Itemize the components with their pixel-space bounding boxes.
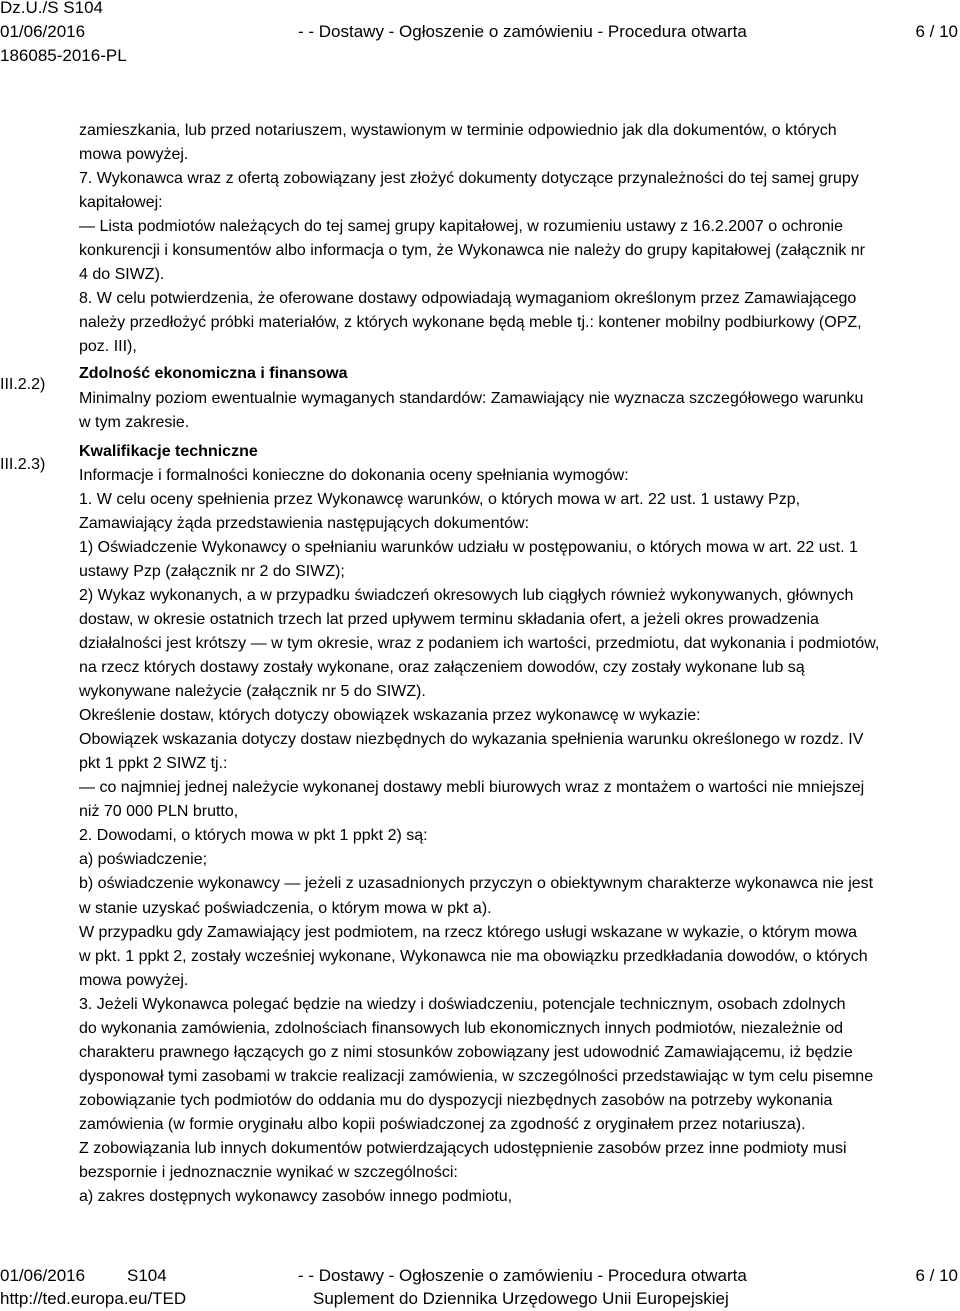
text-line: Obowiązek wskazania dotyczy dostaw niezbędnych do wykazania spełnienia warunku określonego w rozdz. IV [79,731,864,749]
text-line: w tym zakresie. [79,413,190,431]
text-line: Minimalny poziom ewentualnie wymaganych standardów: Zamawiający nie wyznacza szczegółowego warunku [79,389,864,407]
text-line: mowa powyżej. [79,146,189,164]
text-line: — Lista podmiotów należących do tej samej grupy kapitałowej, w rozumieniu ustawy z 16.2.2007 o ochronie [79,218,843,236]
text-line: bezspornie i jednoznacznie wynikać w szczególności: [79,1164,458,1182]
text-line: działalności jest krótszy — w tym okresie, wraz z podaniem ich wartości, przedmiotu, dat wykonania i podmiotów, [79,634,880,652]
text-line: charakteru prawnego łączących go z nimi stosunków zobowiązany jest udowodnić Zamawiającemu, iż będzie [79,1043,853,1061]
text-line: 7. Wykonawca wraz z ofertą zobowiązany jest złożyć dokumenty dotyczące przynależności do tej samej grupy [79,170,859,188]
text-line: konkurencji i konsumentów albo informacja o tym, że Wykonawca nie należy do grupy kapitałowej (załącznik nr [79,242,865,260]
text-line: Informacje i formalności konieczne do dokonania oceny spełniania wymogów: [79,466,629,484]
header-notice-id: 186085-2016-PL [0,46,127,65]
section-heading-technical: Kwalifikacje techniczne [79,442,258,460]
text-line: do wykonania zamówienia, zdolnościach finansowych lub ekonomicznych innych podmiotów, niezależnie od [79,1019,843,1037]
header-title: - - Dostawy - Ogłoszenie o zamówieniu - Procedura otwarta [298,22,747,41]
text-line: zamieszkania, lub przed notariuszem, wystawionym w terminie odpowiednio jak dla dokumentów, o których [79,122,837,139]
text-line: W przypadku gdy Zamawiający jest podmiotem, na rzecz którego usługi wskazane w wykazie, o którym mowa [79,923,858,941]
text-line: Określenie dostaw, których dotyczy obowiązek wskazania przez wykonawcę w wykazie: [79,707,701,725]
text-line: należy przedłożyć próbki materiałów, z których wykonane będą meble tj.: kontener mobilny podbiurkowy (OPZ, [79,314,862,332]
section-heading-economic: Zdolność ekonomiczna i finansowa [79,365,348,383]
text-line: dysponował tymi zasobami w trakcie realizacji zamówienia, w szczególności przedstawiając w tym celu pisemne [79,1067,874,1085]
text-line: 8. W celu potwierdzenia, że oferowane dostawy odpowiadają wymaganiom określonym przez Zamawiającego [79,290,857,308]
text-line: a) zakres dostępnych wykonawcy zasobów innego podmiotu, [79,1188,513,1206]
text-line: ustawy Pzp (załącznik nr 2 do SIWZ); [79,562,345,580]
text-line: mowa powyżej. [79,971,189,989]
footer-title: - - Dostawy - Ogłoszenie o zamówieniu - Procedura otwarta [298,1266,747,1285]
footer-url[interactable]: http://ted.europa.eu/TED [0,1289,187,1308]
text-line: zobowiązanie tych podmiotów do oddania mu do dyspozycji niezbędnych zasobów na potrzeby wykonania [79,1091,833,1109]
section-number-iii-2-2: III.2.2) [0,376,46,393]
text-line: pkt 1 ppkt 2 SIWZ tj.: [79,755,228,773]
text-line: zamówienia (w formie oryginału albo kopii poświadczonej za zgodność z oryginałem przez notariusza). [79,1115,806,1133]
text-line: 4 do SIWZ). [79,266,165,284]
header-page-number: 6 / 10 [915,22,958,41]
text-line: a) poświadczenie; [79,851,208,869]
text-line: dostaw, w okresie ostatnich trzech lat przed upływem terminu składania ofert, a jeżeli okres prowadzenia [79,610,819,628]
text-line: 2) Wykaz wykonanych, a w przypadku świadczeń okresowych lub ciągłych również wykonywanych, głównych [79,586,854,604]
text-line: Z zobowiązania lub innych dokumentów potwierdzających udostępnienie zasobów przez inne podmioty musi [79,1139,847,1157]
text-line: niż 70 000 PLN brutto, [79,803,239,821]
text-line: — co najmniej jednej należycie wykonanej dostawy mebli biurowych wraz z montażem o wartości nie mniejszej [79,779,865,797]
text-line: w pkt. 1 ppkt 2, zostały wcześniej wykonane, Wykonawca nie ma obowiązku przedkładania dowodów, o których [79,947,868,965]
text-line: b) oświadczenie wykonawcy — jeżeli z uzasadnionych przyczyn o obiektywnym charakterze wykonawca nie jest [79,875,874,893]
text-line: Zamawiający żąda przedstawienia następujących dokumentów: [79,514,530,532]
page-footer [0,1264,960,1311]
text-line: w stanie uzyskać poświadczenia, o którym mowa w pkt a). [79,899,492,917]
header-date: 01/06/2016 [0,22,86,41]
text-line: 2. Dowodami, o których mowa w pkt 1 ppkt 2) są: [79,827,428,845]
text-line: poz. III), [79,338,137,356]
page-header [0,0,960,70]
text-line: 1) Oświadczenie Wykonawcy o spełnianiu warunków udziału w postępowaniu, o których mowa w art. 22 ust. 1 [79,538,858,556]
footer-supplement: Suplement do Dziennika Urzędowego Unii Europejskiej [313,1289,729,1308]
document-body [79,119,953,1209]
text-line: kapitałowej: [79,194,163,212]
text-line: 3. Jeżeli Wykonawca polegać będzie na wiedzy i doświadczeniu, potencjale technicznym, osobach zdolnych [79,995,846,1013]
text-line: 1. W celu oceny spełnienia przez Wykonawcę warunków, o których mowa w art. 22 ust. 1 ustawy Pzp, [79,490,801,508]
footer-date: 01/06/2016 [0,1266,86,1285]
footer-page-number: 6 / 10 [915,1266,958,1285]
text-line: na rzecz których dostawy zostały wykonane, oraz załączeniem dowodów, czy zostały wykonane lub są [79,659,805,677]
header-doc-ref: Dz.U./S S104 [0,0,103,17]
footer-code: S104 [127,1266,167,1285]
text-line: wykonywane należycie (załącznik nr 5 do SIWZ). [79,683,426,701]
section-number-iii-2-3: III.2.3) [0,456,46,473]
